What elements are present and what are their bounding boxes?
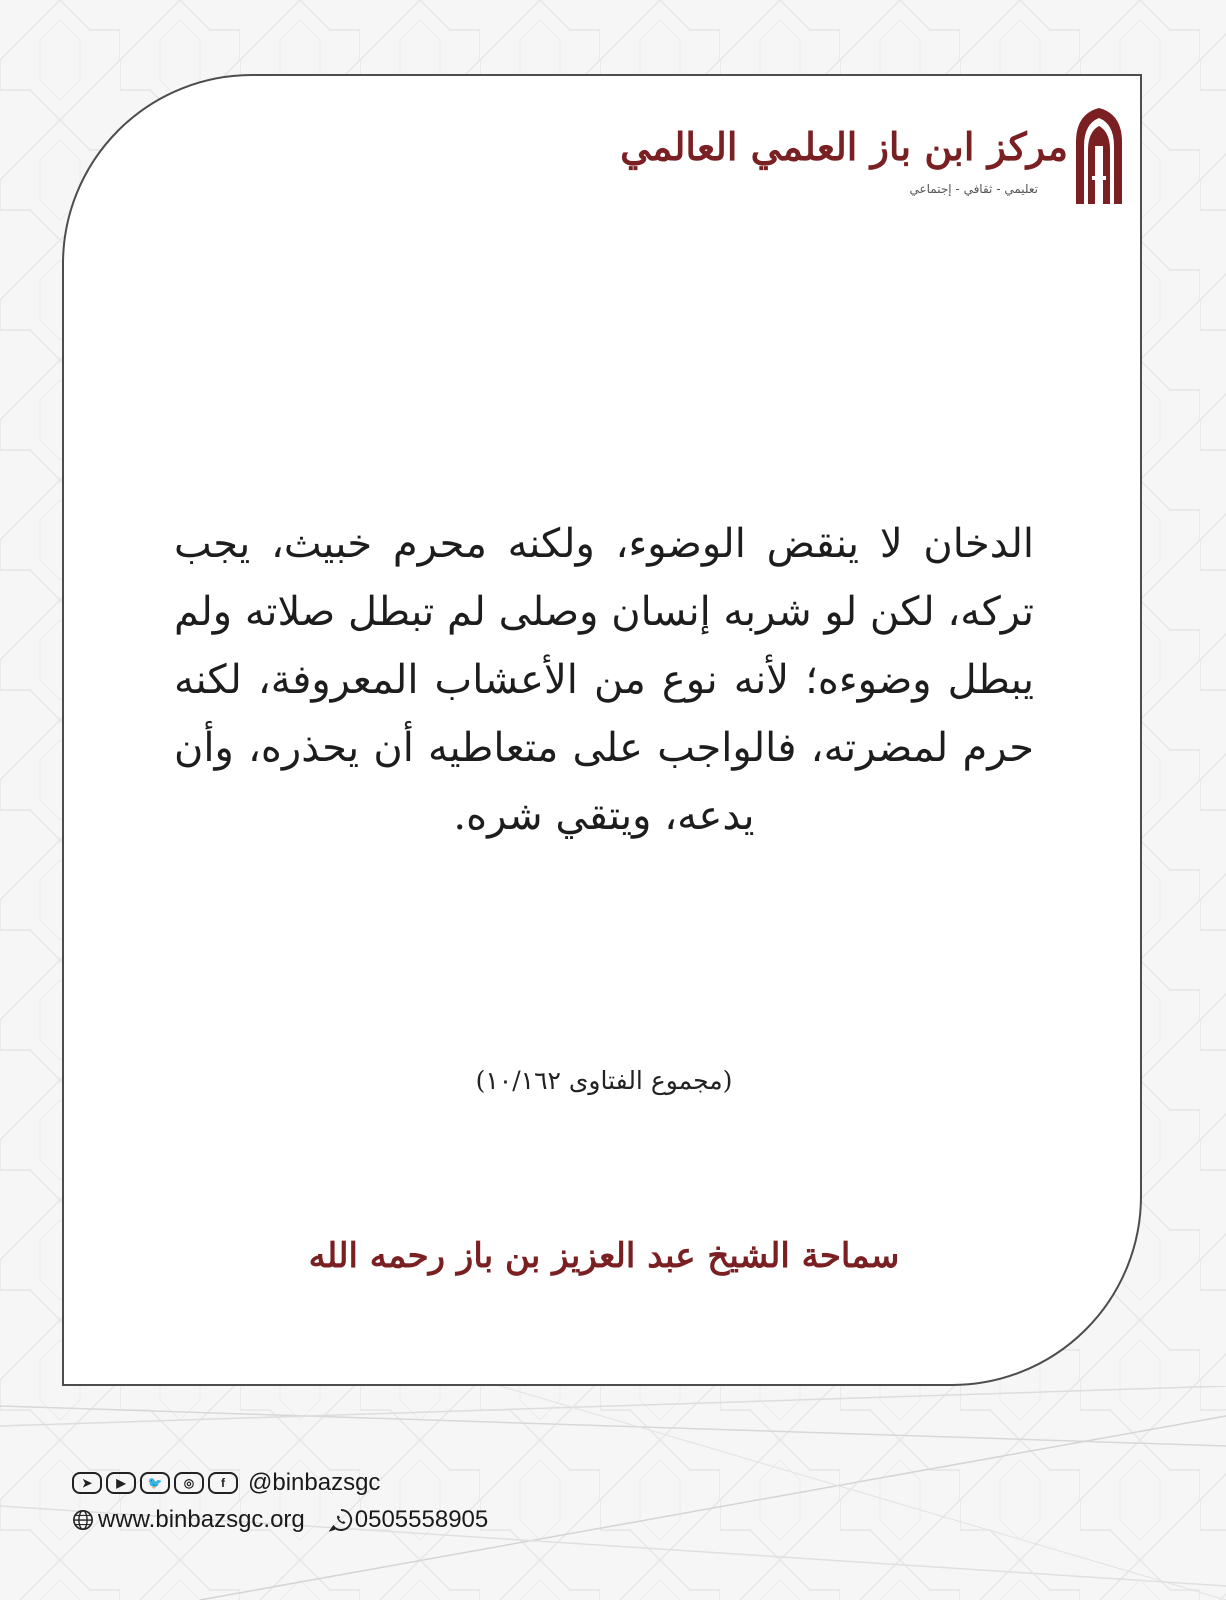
social-handle[interactable]: @binbazsgc <box>248 1469 381 1496</box>
logo-tagline: تعليمي - ثقافي - إجتماعي <box>909 182 1038 196</box>
globe-icon <box>72 1509 94 1531</box>
center-logo <box>620 106 1124 208</box>
website-link[interactable]: www.binbazsgc.org <box>98 1506 305 1533</box>
telegram-icon[interactable]: ➤ <box>72 1472 102 1494</box>
quote-card <box>62 74 1142 1386</box>
sheikh-signature: سماحة الشيخ عبد العزيز بن باز رحمه الله <box>308 1236 900 1276</box>
mosque-arch-icon <box>1074 106 1124 204</box>
social-row <box>72 1466 488 1500</box>
facebook-icon[interactable]: f <box>208 1472 238 1494</box>
contact-row <box>72 1500 488 1540</box>
phone-number[interactable]: 0505558905 <box>354 1506 489 1533</box>
whatsapp-icon <box>329 1508 353 1532</box>
contact-footer <box>72 1466 488 1540</box>
twitter-icon[interactable]: 🐦 <box>140 1472 170 1494</box>
logo-name: مركز ابن باز العلمي العالمي <box>620 124 1068 169</box>
instagram-icon[interactable]: ◎ <box>174 1472 204 1494</box>
fatwa-text: الدخان لا ينقض الوضوء، ولكنه محرم خبيث، يجب تركه، لكن لو شربه إنسان وصلى لم تبطل صلاته ولم يبطل وضوءه؛ لأنه نوع من الأعشاب المعروفة، لكنه حرم لمضرته، فالواجب على متعاطيه أن يحذره، وأن يدعه، ويتقي شره. <box>174 521 1034 839</box>
youtube-icon[interactable]: ▶ <box>106 1472 136 1494</box>
fatwa-source: (مجموع الفتاوى ١٠/١٦٢) <box>475 1066 733 1095</box>
